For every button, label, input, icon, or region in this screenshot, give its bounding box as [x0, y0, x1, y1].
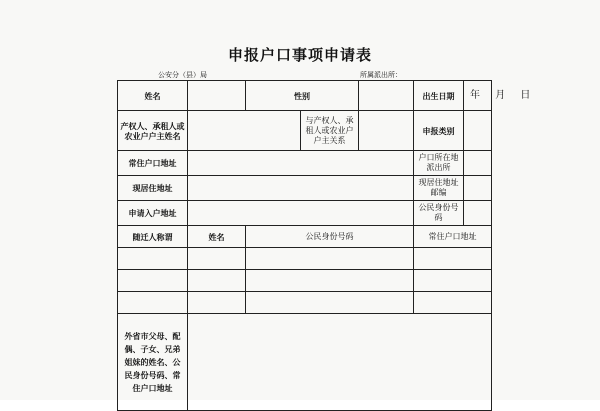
follower-address-field[interactable]	[414, 292, 492, 314]
id-number-field[interactable]	[464, 201, 492, 226]
table-row	[118, 248, 492, 270]
application-type-field[interactable]	[464, 111, 492, 151]
follower-name-field[interactable]	[188, 292, 246, 314]
relatives-info-label: 外省市父母、配偶、子女、兄弟姐妹的姓名、公民身份号码、常住户口地址	[118, 314, 188, 411]
relatives-info-field[interactable]	[188, 314, 492, 411]
id-number-label: 公民身份号码	[414, 201, 464, 226]
current-address-field[interactable]	[188, 176, 414, 201]
police-station-field[interactable]	[464, 151, 492, 176]
station-label: 所属派出所：	[360, 71, 402, 79]
follower-name-field[interactable]	[188, 248, 246, 270]
name-label: 姓名	[118, 81, 188, 111]
police-station-label: 户口所在地派出所	[414, 151, 464, 176]
follower-id-field[interactable]	[246, 292, 414, 314]
birth-month: 月	[495, 89, 508, 101]
registered-address-field[interactable]	[188, 151, 414, 176]
relation-label: 与产权人、承租人或农业户户主关系	[301, 111, 359, 151]
name-field[interactable]	[188, 81, 246, 111]
target-address-field[interactable]	[188, 201, 414, 226]
gender-label: 性别	[246, 81, 359, 111]
current-address-label: 现居住地址	[118, 176, 188, 201]
follower-name-header: 姓名	[188, 226, 246, 248]
owner-name-label: 产权人、承租人或农业户户主姓名	[118, 111, 188, 151]
gender-field[interactable]	[359, 81, 414, 111]
follower-relationship-field[interactable]	[118, 292, 188, 314]
follower-relationship-header: 随迁人称谓	[118, 226, 188, 248]
follower-relationship-field[interactable]	[118, 248, 188, 270]
relation-field[interactable]	[359, 111, 414, 151]
birth-day: 日	[520, 89, 533, 101]
birth-year: 年	[470, 89, 482, 101]
form-title: 申报户口事项申请表	[227, 46, 372, 64]
follower-name-field[interactable]	[188, 270, 246, 292]
follower-id-field[interactable]	[246, 248, 414, 270]
follower-id-field[interactable]	[246, 270, 414, 292]
follower-address-field[interactable]	[414, 248, 492, 270]
follower-id-header: 公民身份号码	[246, 226, 414, 248]
bureau-label: 公安分（县）局	[158, 71, 207, 79]
follower-address-field[interactable]	[414, 270, 492, 292]
birth-date-label: 出生日期	[414, 81, 464, 111]
follower-relationship-field[interactable]	[118, 270, 188, 292]
owner-name-field[interactable]	[188, 111, 301, 151]
postcode-label: 现居住地址邮编	[414, 176, 464, 201]
birth-date-field[interactable]	[464, 81, 533, 111]
table-row	[118, 270, 492, 292]
postcode-field[interactable]	[464, 176, 492, 201]
target-address-label: 申请入户地址	[118, 201, 188, 226]
application-type-label: 申报类别	[414, 111, 464, 151]
table-row	[118, 292, 492, 314]
registered-address-label: 常住户口地址	[118, 151, 188, 176]
application-form	[117, 80, 533, 411]
follower-address-header: 常住户口地址	[414, 226, 492, 248]
